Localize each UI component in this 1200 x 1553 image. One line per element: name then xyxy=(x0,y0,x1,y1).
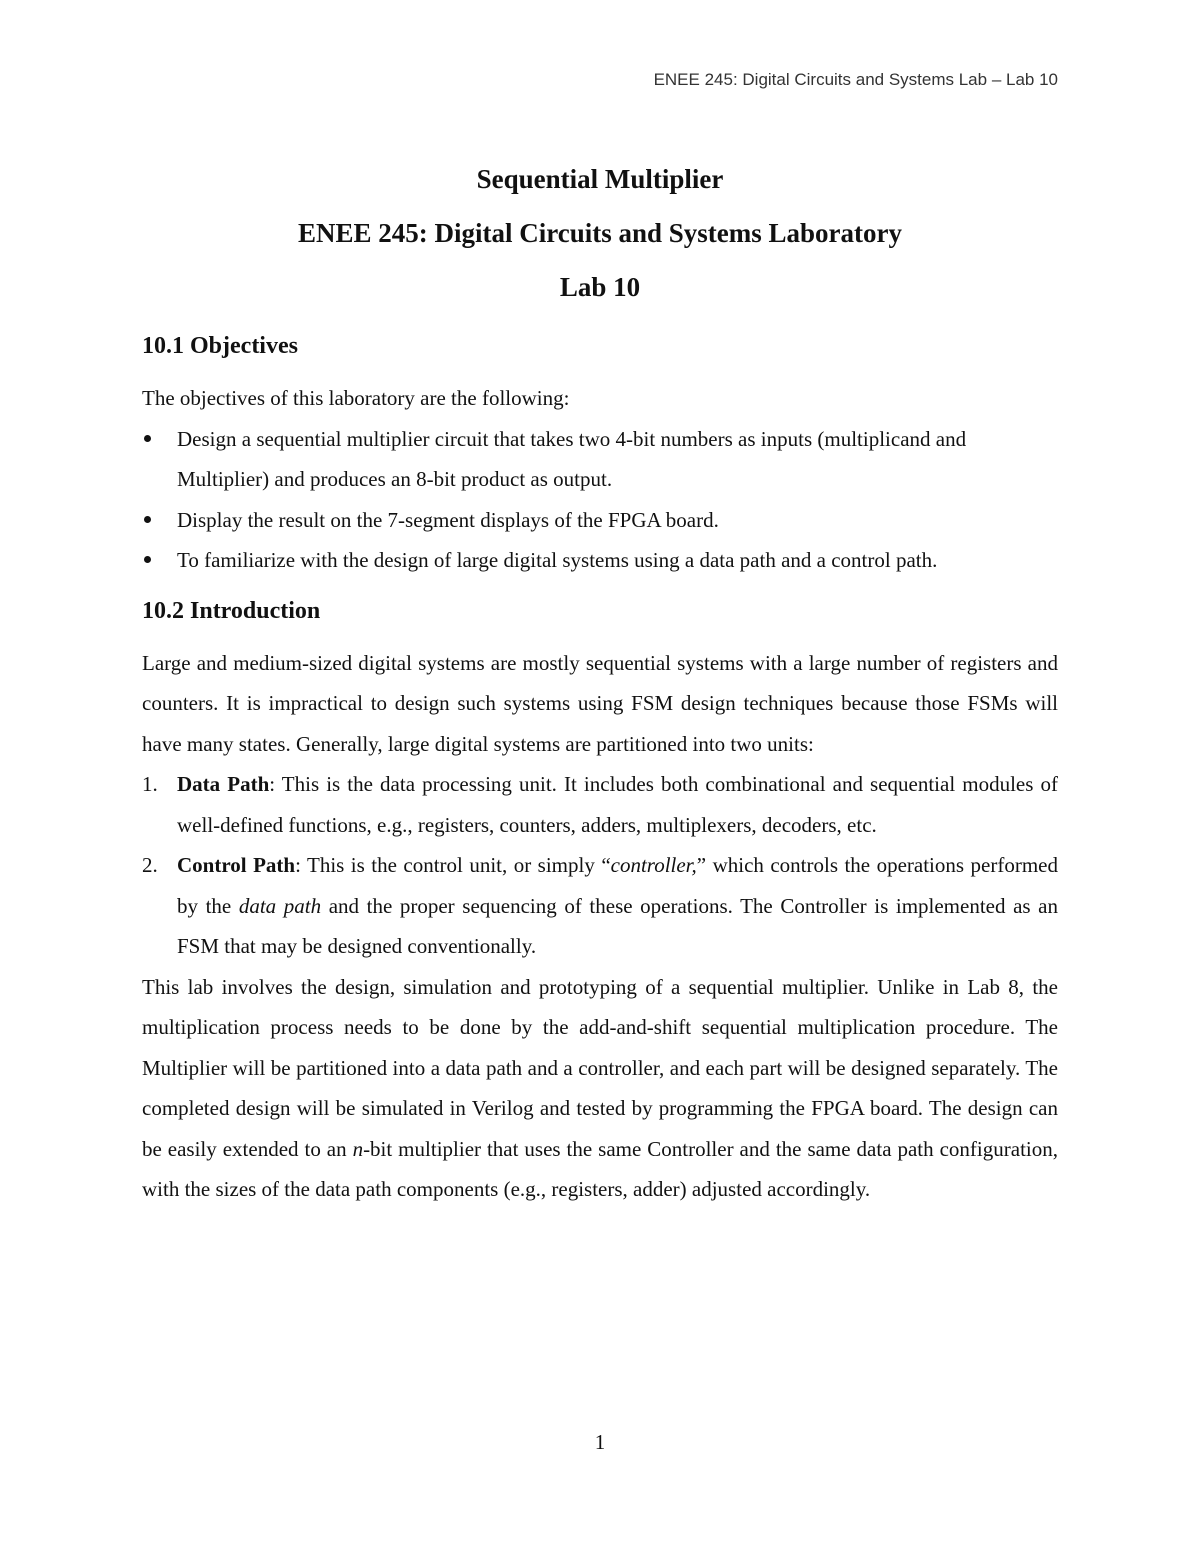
objectives-list xyxy=(142,419,1058,581)
objectives-heading: 10.1 Objectives xyxy=(142,333,298,359)
course-title: ENEE 245: Digital Circuits and Systems Laboratory xyxy=(297,218,903,248)
running-header: ENEE 245: Digital Circuits and Systems Lab – Lab 10 xyxy=(653,70,1058,89)
document-title: Sequential Multiplier xyxy=(476,164,724,194)
list-number: 2. xyxy=(142,853,158,877)
introduction-heading: 10.2 Introduction xyxy=(142,597,321,624)
introduction-paragraph: Large and medium-sized digital systems are mostly sequential systems with a large number of registers and counters. It is impractical to design such systems using FSM design techniques because those FSMs will have many states. Generally, large digital systems are partitioned into two units: xyxy=(142,650,1058,756)
introduction-section xyxy=(142,591,1058,1210)
document-body xyxy=(142,326,1058,1210)
objective-item: To familiarize with the design of large digital systems using a data path and a control path. xyxy=(142,540,1058,581)
lab-description-paragraph xyxy=(142,967,1058,1210)
unit-item-data-path xyxy=(142,764,1058,845)
objectives-section xyxy=(142,326,1058,581)
lab-number: Lab 10 xyxy=(559,272,641,302)
unit-description: : This is the data processing unit. It includes both combinational and sequential modules of well-defined functions, e.g., registers, counters, adders, multiplexers, decoders, etc. xyxy=(177,772,1058,837)
objectives-intro: The objectives of this laboratory are the following: xyxy=(142,386,570,410)
list-number: 1. xyxy=(142,772,158,796)
emphasis-data-path: data path xyxy=(238,893,322,918)
paragraph-text: This lab involves the design, simulation and prototyping of a sequential multiplier. Unlike in Lab 8, the multiplication process needs to be done by the add-and-shift sequential multiplication procedure. The Multiplier will be partitioned into a data path and a controller, and each part will be designed separately. The completed design will be simulated in Verilog and tested by programming the FPGA board. The design can be easily extended to an xyxy=(142,974,1058,1161)
title-block xyxy=(0,152,1200,314)
unit-description: ” which controls the operations performed by the xyxy=(177,853,1058,918)
emphasis-controller: controller, xyxy=(610,853,697,877)
objective-item: Display the result on the 7-segment displays of the FPGA board. xyxy=(142,500,1058,541)
unit-description: : This is the control unit, or simply “ xyxy=(295,853,611,877)
unit-term: Control Path xyxy=(177,853,296,877)
units-list xyxy=(142,764,1058,967)
emphasis-n: n xyxy=(352,1136,364,1161)
objective-item: Design a sequential multiplier circuit that takes two 4-bit numbers as inputs (multiplicand and Multiplier) and produces an 8-bit product as output. xyxy=(142,419,1058,500)
page-number: 1 xyxy=(594,1430,606,1454)
unit-term: Data Path xyxy=(177,772,270,796)
paragraph-text: -bit multiplier that uses the same Controller and the same data path configuration, with the sizes of the data path components (e.g., registers, adder) adjusted accordingly. xyxy=(142,1136,1058,1201)
unit-description: and the proper sequencing of these operations. The Controller is implemented as an FSM that may be designed conventionally. xyxy=(177,893,1058,958)
unit-item-control-path xyxy=(142,845,1058,967)
